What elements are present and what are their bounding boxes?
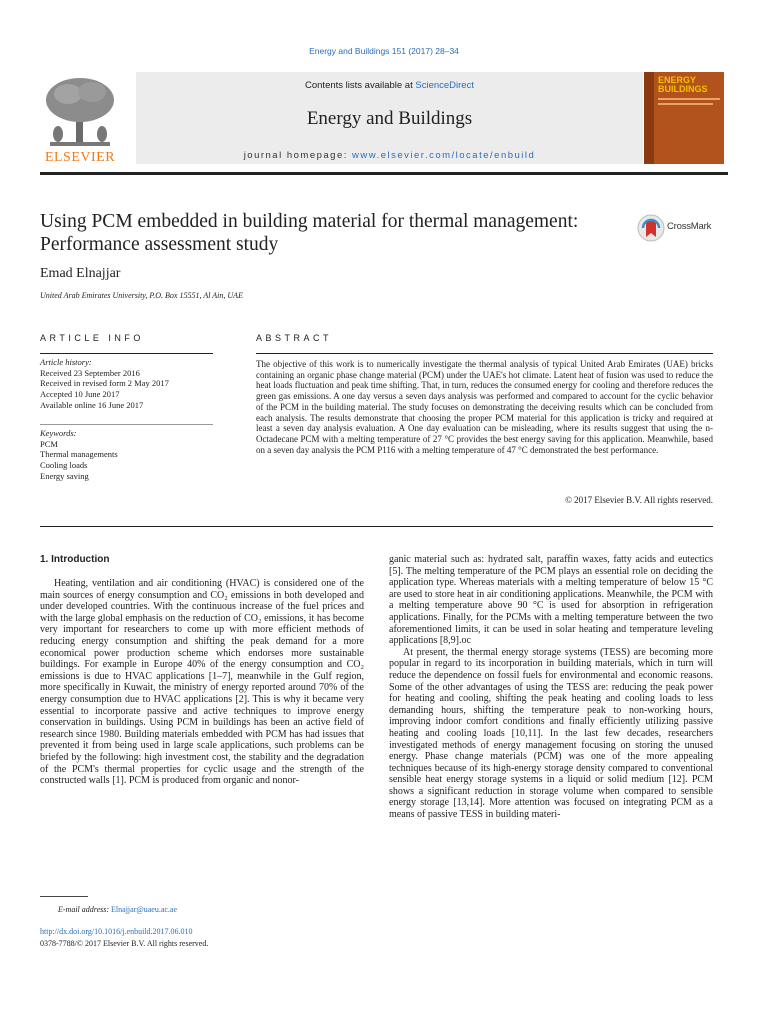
- author-affiliation: United Arab Emirates University, P.O. Box 15551, Al Ain, UAE: [40, 291, 243, 300]
- author-name[interactable]: Emad Elnajjar: [40, 266, 121, 281]
- intro-paragraph: At present, the thermal energy storage systems (TESS) are becoming more popular in regard to its incorporation in building materials, which in turn will reduce the dependence on fossil fuels for environmental and economic reasons. Some of the other advantages of using the TESS are: reducing the peak power for heating and cooling, shifting the peak heating and cooling loads to less demanding hours, shifting the temperature peak to non-working hours, improving indoor comfort conditions and finally efficiently utilizing passive heating and cooling loads [10,11]. In the last few decades, researchers investigated methods of energy management focusing on storing the unused energy. Phase change materials (PCM) was one of the more appealing techniques because of its high-energy storage density compared to conventional sensible heat energy storage systems in a liquid or solid medium [12]. PCM shows a significant reduction in storage volume when compared to sensible energy storage [13,14]. More attention was focused on integrating PCM as a means of passive TESS in building materi-: [389, 646, 713, 821]
- masthead-rule: [40, 172, 728, 175]
- keywords-block: [40, 428, 215, 482]
- keywords-label: Keywords:: [40, 428, 77, 438]
- history-online: Available online 16 June 2017: [40, 399, 144, 410]
- contents-prefix: Contents lists available at: [305, 80, 416, 91]
- history-accepted: Accepted 10 June 2017: [40, 389, 120, 400]
- journal-title: Energy and Buildings: [306, 108, 473, 129]
- crossmark-icon: [637, 212, 665, 244]
- body-separator-rule: [40, 526, 713, 527]
- sciencedirect-link[interactable]: ScienceDirect: [415, 80, 474, 91]
- history-revised: Received in revised form 2 May 2017: [40, 378, 169, 389]
- cover-stripe: [644, 72, 654, 164]
- article-info-heading: ARTICLE INFO: [40, 333, 144, 343]
- journal-masthead: [40, 72, 728, 172]
- abstract-copyright: © 2017 Elsevier B.V. All rights reserved.: [565, 495, 713, 505]
- keyword-item: Energy saving: [40, 470, 89, 481]
- intro-paragraph: ganic material such as: hydrated salt, paraffin waxes, fatty acids and eutectics [5]. The melting temperature of the PCM plays an essential role on deciding the application type. Whereas materials with a melting temperature of below 15 °C are used to store heat in air conditioning applications. Meanwhile, the PCM with a melting temperature above 90 °C is used for absorption in refrigeration applications. Finally, for the PCMs with a melting temperature between the two aforementioned limits, it can be used in solar heating and temperature leveling applications [8,9].oc: [389, 554, 713, 647]
- history-label: Article history:: [40, 357, 92, 367]
- journal-cover-thumbnail[interactable]: [644, 72, 724, 164]
- homepage-line: [136, 150, 643, 161]
- journal-banner: [136, 72, 643, 164]
- doi-link[interactable]: http://dx.doi.org/10.1016/j.enbuild.2017.06.010: [40, 927, 193, 936]
- abstract-heading: ABSTRACT: [256, 333, 333, 343]
- cover-title: ENERGY BUILDINGS: [658, 75, 708, 94]
- footnote-rule: [40, 896, 88, 897]
- issn-copyright: 0378-7788/© 2017 Elsevier B.V. All rights reserved.: [40, 939, 209, 948]
- email-label: E-mail address:: [58, 905, 112, 914]
- crossmark-label: CrossMark: [667, 221, 712, 232]
- author-email-footnote: [58, 905, 177, 914]
- journal-citation[interactable]: Energy and Buildings 151 (2017) 28–34: [309, 46, 459, 56]
- keywords-rule: [40, 424, 213, 425]
- intro-right-column: [389, 554, 713, 821]
- author-email-link[interactable]: Elnajjar@uaeu.ac.ae: [111, 905, 178, 914]
- history-received: Received 23 September 2016: [40, 367, 140, 378]
- keyword-item: PCM: [40, 438, 58, 449]
- article-history: [40, 357, 215, 411]
- abstract-rule: [256, 353, 713, 354]
- homepage-prefix: journal homepage:: [243, 150, 353, 161]
- homepage-link[interactable]: www.elsevier.com/locate/enbuild: [352, 150, 536, 161]
- intro-paragraph: Heating, ventilation and air conditioning (HVAC) is considered one of the main sources of energy consumption and CO₂ emissions in both developed and under developed countries. With the continuous increase of the fuel prices and with the large global emphasis on the reduction of CO₂ emissions, it has become very important for researchers to come up with more efficient methods of reducing energy consumption and shifting the peak demand for a more economical power production scheme which endorses more sustainable buildings. For example in Europe 40% of the energy consumption and CO₂ emissions is due to HVAC applications [1–7], meanwhile in the Gulf region, more specifically in Kuwait, the ministry of energy reported around 70% of the energy consumption due to HVAC applications [2]. This is why it became very essential to incorporate passive and active techniques to improve energy conservation in buildings. Using PCM in buildings has been an active field of research since 1980. Building materials embedded with PCM has had issues that prevented it from being used in large scale applications, such problems can be briefed by the following: high investment cost, the stability and the degradation of the PCM's thermal properties for cyclic usage and the strength of the constructed walls [1]. PCM is produced from organic and nonor-: [40, 578, 364, 787]
- intro-left-column: [40, 578, 364, 787]
- cover-line: [658, 98, 720, 100]
- cover-line: [658, 103, 713, 105]
- abstract-text: The objective of this work is to numerically investigate the thermal analysis of typical United Arab Emirates (UAE) bricks containing an organic phase change material (PCM) under the UAE's hot climate. Latent heat of fusion was used to reduce the heat loads fluctuation and peak time shifting. That, in turn, reduces the consumed energy for cooling and therefore reduces the green gas emissions. A one day versus a seven days analysis was performed and compared to account for the cyclic behavior of the PCM in the building material. The study focuses on demonstrating the deceiving results which can be concluded from each analysis. The results demonstrate that choosing the proper PCM material for this application is tricky and required at least a seven day analysis evaluation. A One day evaluation can be misleading, where its results suggest that using the n-Octadecane PCM with a melting temperature of 27 °C provides the best energy saving for this application. Meanwhile, based on a seven day analysis the PCM P116 with a melting temperature of 47 °C demonstrated the best performance.: [256, 359, 713, 455]
- crossmark-badge[interactable]: [637, 212, 737, 244]
- keyword-item: Cooling loads: [40, 460, 88, 471]
- keyword-item: Thermal managements: [40, 449, 118, 460]
- elsevier-wordmark: ELSEVIER: [44, 150, 116, 165]
- intro-heading: 1. Introduction: [40, 554, 110, 565]
- article-info-rule: [40, 353, 213, 354]
- article-title: Using PCM embedded in building material for thermal management: Performance assessment study: [40, 211, 579, 255]
- contents-line: [136, 80, 643, 91]
